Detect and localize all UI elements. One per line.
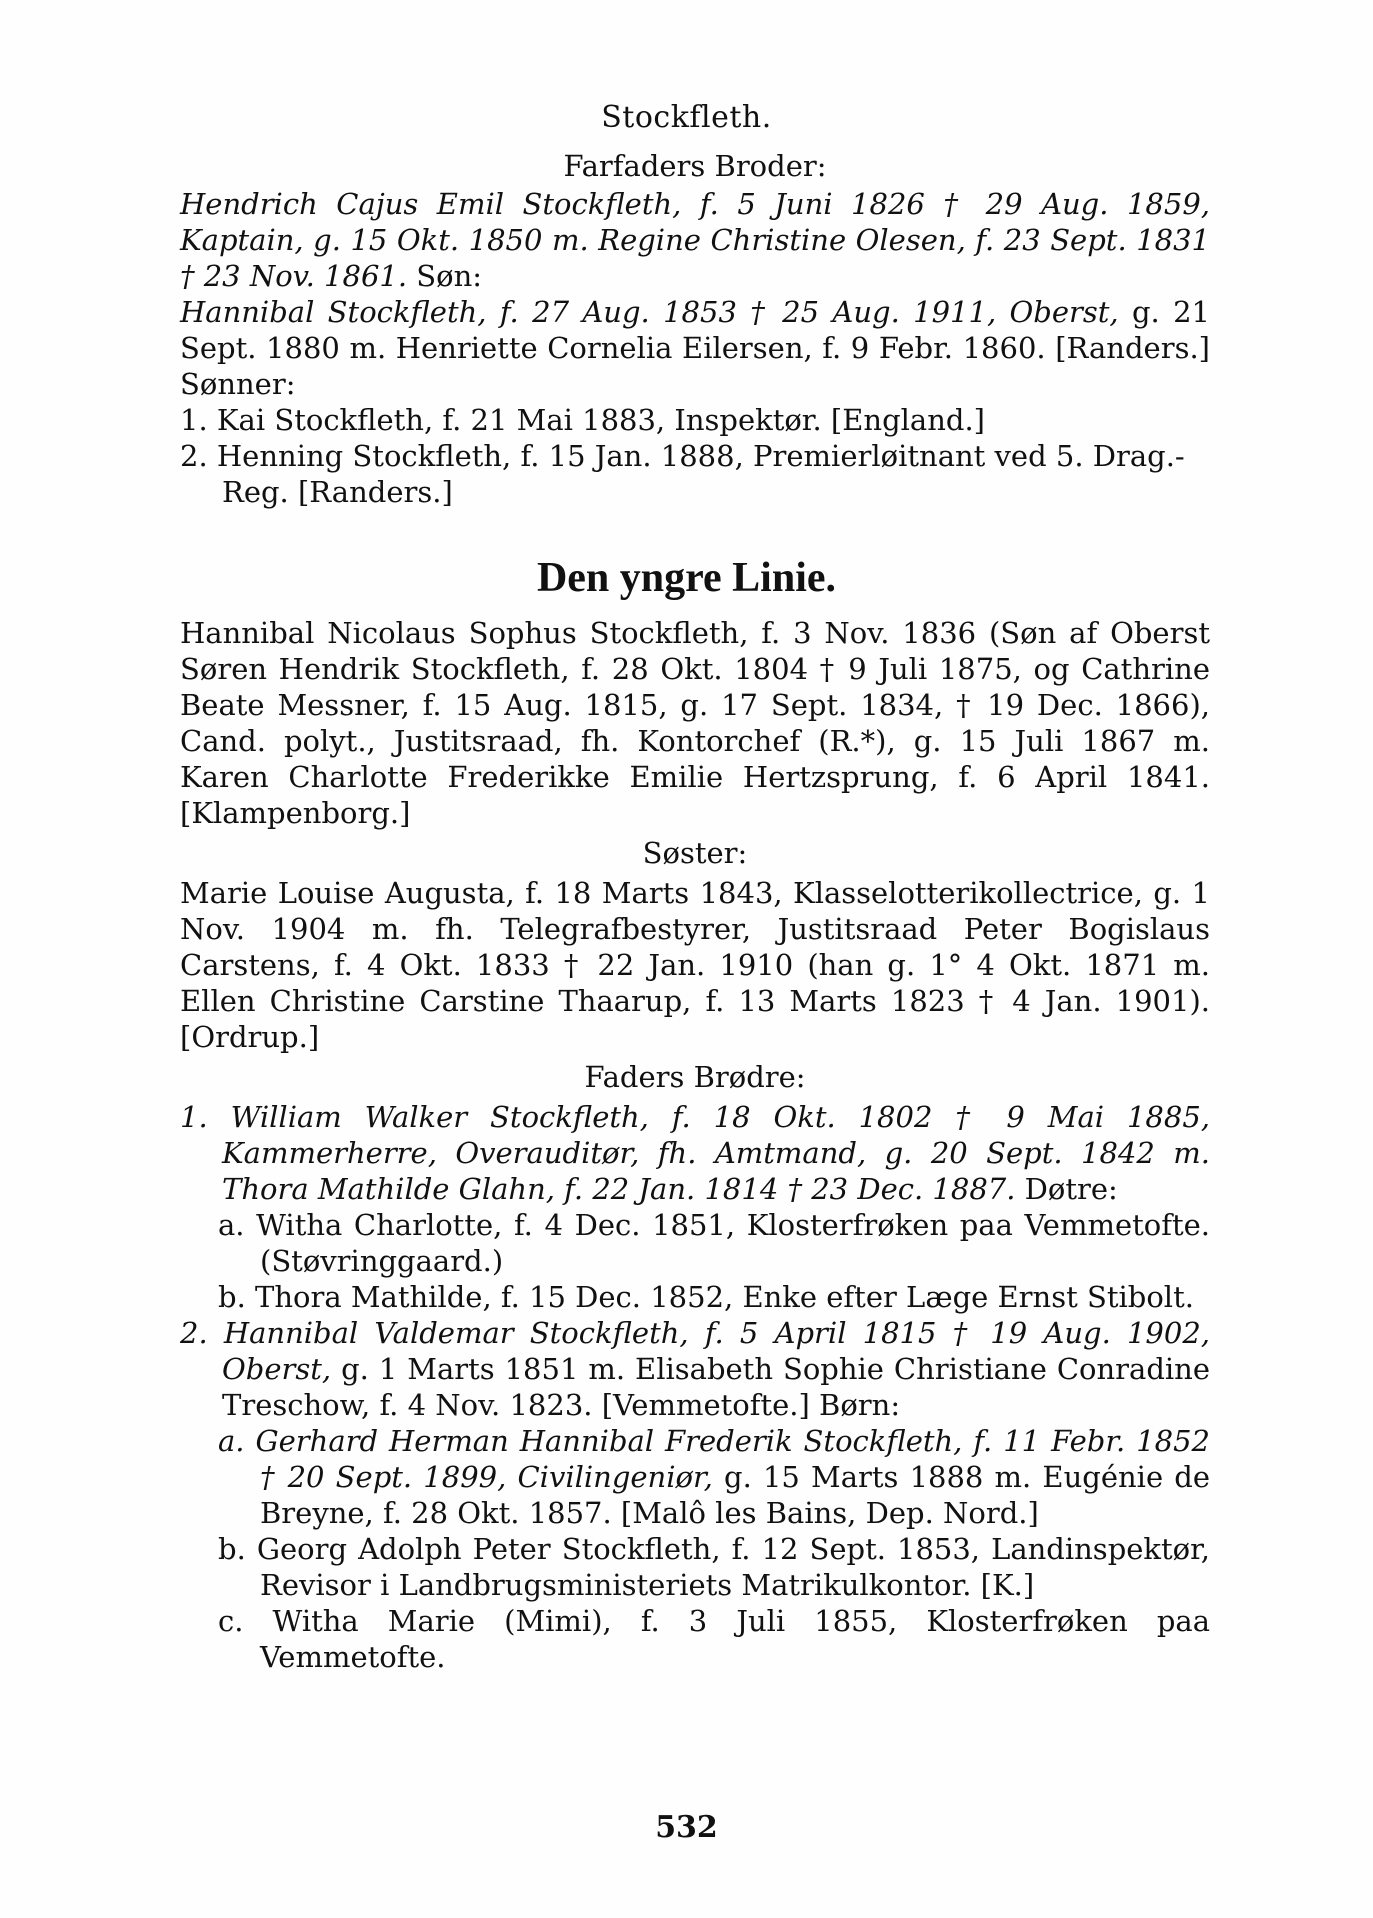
list-item: c. Witha Marie (Mimi), f. 3 Juli 1855, Klosterfrøken paa Vemmetofte. — [218, 1604, 1210, 1674]
entry-text: Døtre: — [1024, 1172, 1118, 1206]
main-entry: Hannibal Nicolaus Sophus Stockfleth, f. 3 Nov. 1836 (Søn af Oberst Søren Hendrik Stockfleth, f. 28 Okt. 1804 † 9 Juli 1875, og Cathrine Beate Messner, f. 15 Aug. 1815, g. 17 Sept. 1834, † 19 Dec. 1866), Cand. polyt., Justitsraad, fh. Kontorchef (R.*), g. 15 Juli 1867 m. Karen Charlotte Frederikke Emilie Hertzsprung, f. 6 April 1841. [Klampenborg.] — [180, 616, 1210, 830]
section-title: Faders Brødre: — [584, 1060, 806, 1094]
page-number: 532 — [655, 1810, 718, 1845]
section-den-yngre-linie — [180, 615, 1210, 1675]
list-item: a. Witha Charlotte, f. 4 Dec. 1851, Klosterfrøken paa Vemmetofte. (Støvringgaard.) — [218, 1208, 1210, 1278]
entry-text: g. 21 Sept. 1880 m. Henriette Cornelia Eilersen, f. 9 Febr. 1860. [Randers.] Sønner: — [180, 295, 1211, 401]
list-item — [180, 1315, 1210, 1423]
entry-hannibal — [180, 294, 1210, 402]
section-heading: Den yngre Linie. — [536, 555, 837, 601]
entry-text: g. 15 Marts 1888 m. Eugénie de Breyne, f. 28 Okt. 1857. [Malô les Bains, Dep. Nord.] — [260, 1460, 1210, 1530]
entry-hendrich — [180, 186, 1210, 294]
list-item: 1. Kai Stockfleth, f. 21 Mai 1883, Inspektør. [England.] — [180, 403, 985, 437]
entry-text-italic: a. Gerhard Herman Hannibal Frederik Stockfleth, f. 11 Febr. 1852 † 20 Sept. 1899, Civilingeniør, — [218, 1424, 1210, 1494]
running-head: Stockfleth. — [601, 100, 772, 135]
section-title: Farfaders Broder: — [563, 149, 827, 183]
list-item: b. Georg Adolph Peter Stockfleth, f. 12 Sept. 1853, Landinspektør, Revisor i Landbrugsministeriets Matrikulkontor. [K.] — [218, 1532, 1210, 1602]
entry-text-italic: Hendrich Cajus Emil Stockfleth, f. 5 Juni 1826 † 29 Aug. 1859, Kaptain, g. 15 Okt. 1850 m. Regine Christine Olesen, f. 23 Sept. 1831 † 23 Nov. 1861. — [180, 187, 1210, 293]
entry-text: g. 1 Marts 1851 m. Elisabeth Sophie Christiane Conradine Treschow, f. 4 Nov. 1823. [Vemmetofte.] Børn: — [222, 1352, 1211, 1422]
section-title: Søster: — [642, 836, 748, 870]
entry-text-italic: Hannibal Stockfleth, f. 27 Aug. 1853 † 25 Aug. 1911, Oberst, — [180, 295, 1119, 329]
entry-text: Søn: — [416, 259, 483, 293]
sister-entry: Marie Louise Augusta, f. 18 Marts 1843, Klasselotterikollectrice, g. 1 Nov. 1904 m. fh. Telegrafbestyrer, Justitsraad Peter Bogislaus Carstens, f. 4 Okt. 1833 † 22 Jan. 1910 (han g. 1° 4 Okt. 1871 m. Ellen Christine Carstine Thaarup, f. 13 Marts 1823 † 4 Jan. 1901). [Ordrup.] — [180, 876, 1210, 1054]
list-item — [180, 1423, 1210, 1531]
entry-text-italic: 1. William Walker Stockfleth, f. 18 Okt. 1802 † 9 Mai 1885, Kammerherre, Overauditør, fh. Amtmand, g. 20 Sept. 1842 m. Thora Mathilde Glahn, f. 22 Jan. 1814 † 23 Dec. 1887. — [180, 1100, 1210, 1206]
section-farfaders-broder — [180, 148, 1210, 510]
list-item — [180, 1099, 1210, 1207]
list-item: b. Thora Mathilde, f. 15 Dec. 1852, Enke efter Læge Ernst Stibolt. — [218, 1280, 1194, 1314]
list-item: 2. Henning Stockfleth, f. 15 Jan. 1888, Premierløitnant ved 5. Drag.-Reg. [Randers.] — [180, 439, 1185, 509]
entry-text-italic: 2. Hannibal Valdemar Stockfleth, f. 5 April 1815 † 19 Aug. 1902, Oberst, — [180, 1316, 1210, 1386]
